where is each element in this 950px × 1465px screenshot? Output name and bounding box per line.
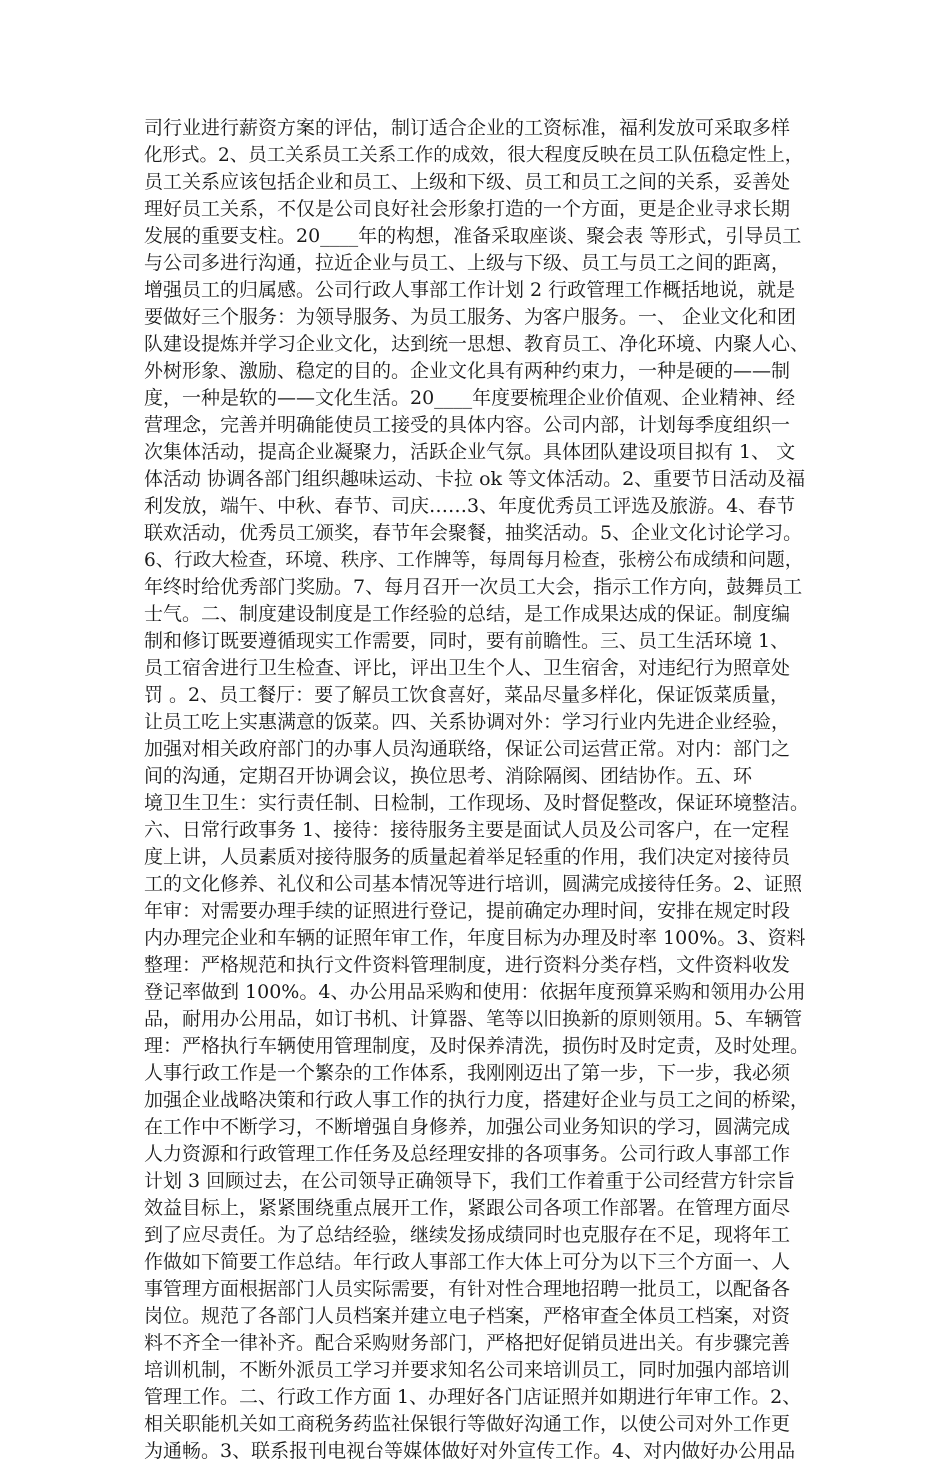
text-line: 联欢活动，优秀员工颁奖，春节年会聚餐，抽奖活动。5、企业文化讨论学习。 (144, 522, 803, 544)
text-line: 料不齐全一律补齐。配合采购财务部门，严格把好促销员进出关。有步骤完善 (144, 1332, 791, 1354)
text-line: 事管理方面根据部门人员实际需要，有针对性合理地招聘一批员工，以配备各 (144, 1278, 791, 1300)
text-line: 6、行政大检查，环境、秩序、工作牌等，每周每月检查，张榜公布成绩和问题， (144, 550, 804, 571)
text-line: 年审：对需要办理手续的证照进行登记，提前确定办理时间，安排在规定时段 (144, 900, 791, 922)
text-line: 岗位。规范了各部门人员档案并建立电子档案，严格审查全体员工档案，对资 (144, 1305, 791, 1327)
text-line: 司行业进行薪资方案的评估，制订适合企业的工资标准，福利发放可采取多样 (144, 117, 791, 139)
text-line: 人事行政工作是一个繁杂的工作体系，我刚刚迈出了第一步，下一步，我必须 (144, 1062, 791, 1084)
text-line: 与公司多进行沟通，拉近企业与员工、上级与下级、员工与员工之间的距离， (144, 252, 791, 274)
text-line: 境卫生卫生：实行责任制、日检制，工作现场、及时督促整改，保证环境整洁。 (144, 792, 809, 814)
text-line: 为通畅。3、联系报刊电视台等媒体做好对外宣传工作。4、对内做好办公用品 (144, 1440, 796, 1462)
text-line: 加强对相关政府部门的办事人员沟通联络，保证公司运营正常。对内：部门之 (144, 738, 791, 760)
text-line: 制和修订既要遵循现实工作需要，同时，要有前瞻性。三、员工生活环境 1、 (144, 630, 790, 652)
text-line: 六、日常行政事务 1、接待：接待服务主要是面试人员及公司客户，在一定程 (144, 819, 790, 841)
text-line: 让员工吃上实惠满意的饭菜。四、关系协调对外：学习行业内先进企业经验， (144, 711, 791, 733)
text-line: 营理念，完善并明确能使员工接受的具体内容。公司内部，计划每季度组织一 (144, 414, 791, 436)
text-line: 利发放，端午、中秋、春节、司庆……3、年度优秀员工评选及旅游。4、春节 (144, 495, 796, 517)
text-line: 内办理完企业和车辆的证照年审工作，年度目标为办理及时率 100%。3、资料 (144, 927, 806, 949)
text-line: 度上讲，人员素质对接待服务的质量起着举足轻重的作用，我们决定对接待员 (144, 846, 791, 868)
text-line: 计划 3 回顾过去，在公司领导正确领导下，我们工作着重于公司经营方针宗旨 (144, 1170, 796, 1192)
text-line: 发展的重要支柱。20____年的构想，准备采取座谈、聚会表 等形式，引导员工 (144, 225, 802, 247)
text-line: 作做如下简要工作总结。年行政人事部工作大体上可分为以下三个方面一、人 (144, 1251, 791, 1273)
text-line: 士气。二、制度建设制度是工作经验的总结，是工作成果达成的保证。制度编 (144, 603, 791, 625)
text-line: 体活动 协调各部门组织趣味运动、卡拉 ok 等文体活动。2、重要节日活动及福 (144, 468, 806, 490)
text-line: 要做好三个服务：为领导服务、为员工服务、为客户服务。一、 企业文化和团 (144, 306, 797, 328)
text-line: 效益目标上，紧紧围绕重点展开工作，紧跟公司各项工作部署。在管理方面尽 (144, 1197, 791, 1219)
text-line: 工的文化修养、礼仪和公司基本情况等进行培训，圆满完成接待任务。2、证照 (144, 873, 803, 895)
text-line: 罚 。2、员工餐厅：要了解员工饮食喜好，菜品尽量多样化，保证饭菜质量， (144, 684, 790, 706)
text-line: 相关职能机关如工商税务药监社保银行等做好沟通工作，以使公司对外工作更 (144, 1413, 791, 1435)
text-line: 加强企业战略决策和行政人事工作的执行力度，搭建好企业与员工之间的桥梁， (144, 1089, 809, 1111)
text-line: 队建设提炼并学习企业文化，达到统一思想、教育员工、净化环境、内聚人心、 (144, 333, 809, 355)
text-line: 到了应尽责任。为了总结经验，继续发扬成绩同时也克服存在不足，现将年工 (144, 1224, 791, 1246)
text-line: 间的沟通，定期召开协调会议，换位思考、消除隔阂、团结协作。五、环 (144, 765, 753, 787)
text-line: 理：严格执行车辆使用管理制度，及时保养清洗，损伤时及时定责，及时处理。 (144, 1035, 809, 1057)
text-line: 人力资源和行政管理工作任务及总经理安排的各项事务。公司行政人事部工作 (144, 1143, 791, 1165)
text-line: 外树形象、激励、稳定的目的。企业文化具有两种约束力，一种是硬的——制 (144, 360, 791, 382)
text-line: 员工关系应该包括企业和员工、上级和下级、员工和员工之间的关系，妥善处 (144, 171, 791, 193)
text-line: 在工作中不断学习，不断增强自身修养，加强公司业务知识的学习，圆满完成 (144, 1116, 791, 1138)
text-line: 员工宿舍进行卫生检查、评比，评出卫生个人、卫生宿舍，对违纪行为照章处 (144, 657, 791, 679)
text-line: 整理：严格规范和执行文件资料管理制度，进行资料分类存档，文件资料收发 (144, 954, 791, 976)
body-text (144, 115, 809, 1465)
text-line: 年终时给优秀部门奖励。7、每月召开一次员工大会，指示工作方向，鼓舞员工 (144, 576, 803, 598)
text-line: 增强员工的归属感。公司行政人事部工作计划 2 行政管理工作概括地说，就是 (144, 279, 796, 301)
text-line: 品，耐用办公用品，如订书机、计算器、笔等以旧换新的原则领用。5、车辆管 (144, 1008, 803, 1030)
text-line: 理好员工关系，不仅是公司良好社会形象打造的一个方面，更是企业寻求长期 (144, 198, 791, 220)
text-line: 培训机制，不断外派员工学习并要求知名公司来培训员工，同时加强内部培训 (144, 1359, 791, 1381)
text-line: 登记率做到 100%。4、办公用品采购和使用：依据年度预算采购和领用办公用 (144, 981, 806, 1003)
text-line: 化形式。2、员工关系员工关系工作的成效，很大程度反映在员工队伍稳定性上， (144, 145, 804, 166)
text-line: 管理工作。二、行政工作方面 1、办理好各门店证照并如期进行年审工作。2、 (144, 1386, 802, 1408)
text-line: 度，一种是软的——文化生活。20____年度要梳理企业价值观、企业精神、经 (144, 387, 796, 409)
text-line: 次集体活动，提高企业凝聚力，活跃企业气氛。具体团队建设项目拟有 1、 文 (144, 441, 796, 463)
